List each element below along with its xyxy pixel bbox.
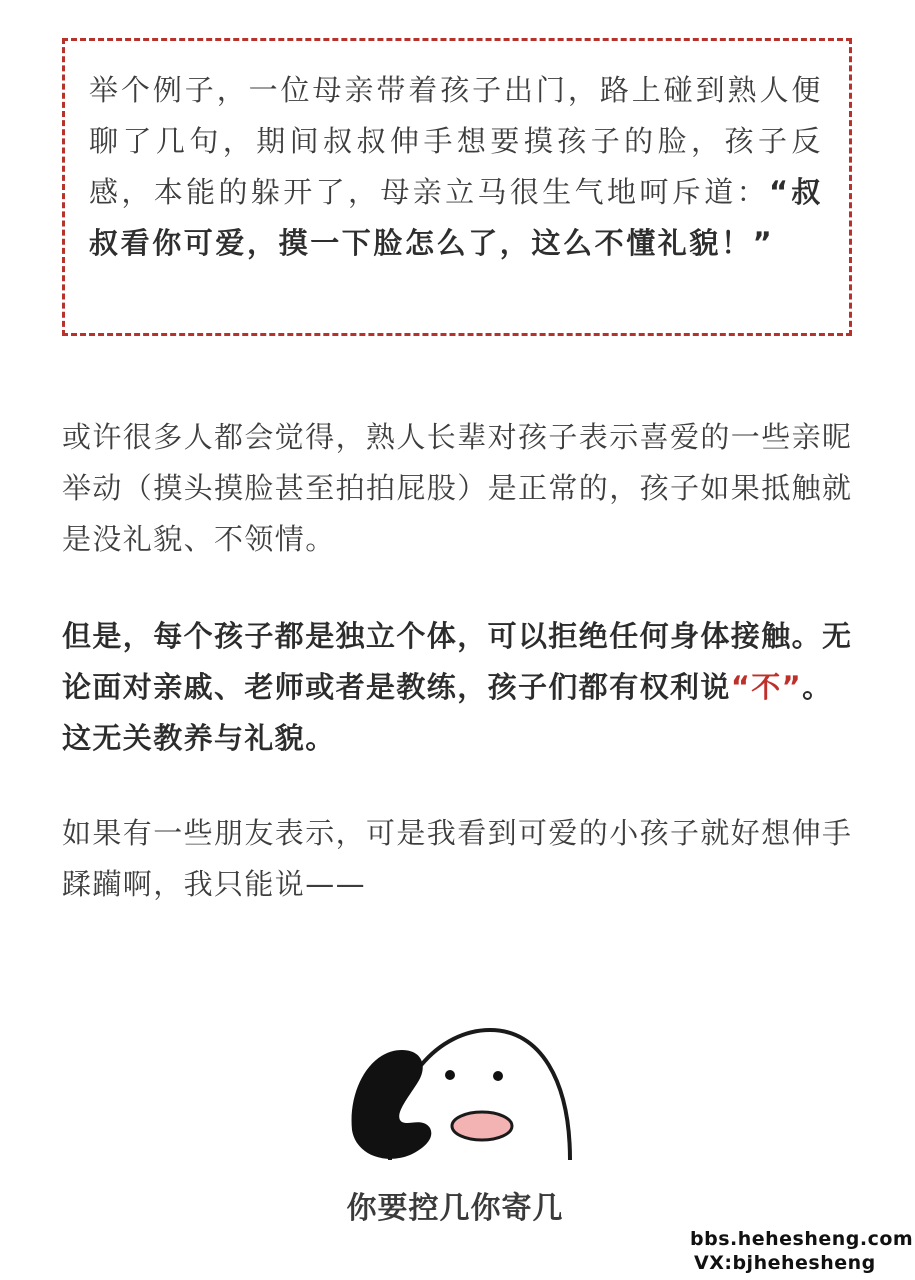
paragraph-2 [62,611,857,764]
quote-text [89,65,823,269]
paragraph-2-highlight: “不” [730,670,803,704]
quote-text-normal: 举个例子，一位母亲带着孩子出门，路上碰到熟人便聊了几句，期间叔叔伸手想要摸孩子的脸，孩子反感，本能的躲开了，母亲立马很生气地呵斥道： [89,73,823,209]
paragraph-3: 如果有一些朋友表示，可是我看到可爱的小孩子就好想伸手蹂躏啊，我只能说—— [62,816,853,901]
quote-box [62,38,852,336]
paragraph-2-before: 但是，每个孩子都是独立个体，可以拒绝任何身体接触。无论面对亲戚、老师或者是教练，孩子们都有权利说 [62,619,853,704]
quote-text-bold: “叔叔看你可爱，摸一下脸怎么了，这么不懂礼貌！” [89,175,823,260]
paragraph-1: 或许很多人都会觉得，熟人长辈对孩子表示喜爱的一些亲昵举动（摸头摸脸甚至拍拍屁股）是正常的，孩子如果抵触就是没礼貌、不领情。 [62,420,853,556]
paragraph-2-after: 。这无关教养与礼貌。 [62,670,833,755]
watermark-site: bbs.hehesheng.com [690,1228,914,1250]
sticker-eye-right [493,1071,503,1081]
sticker-mouth [452,1112,512,1140]
sticker-eye-left [445,1070,455,1080]
watermark-wechat: VX:bjhehesheng [694,1252,876,1274]
sticker-caption: 你要控几你寄几 [346,1191,564,1226]
